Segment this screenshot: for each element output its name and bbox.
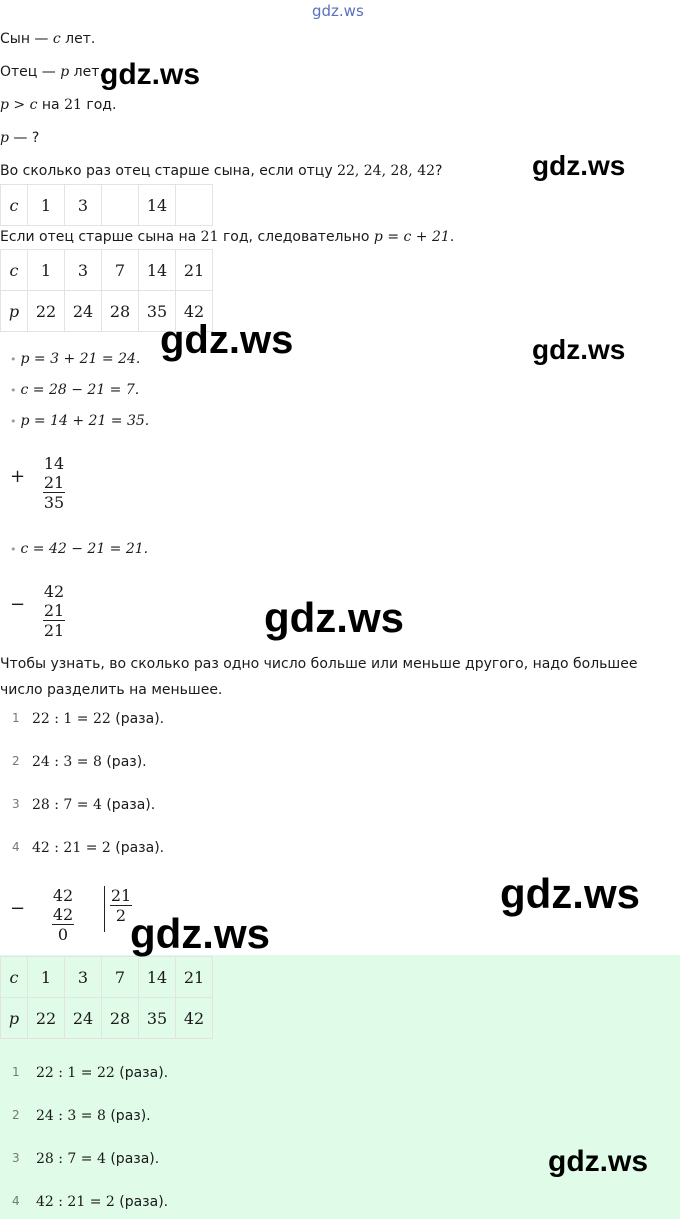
calc-bullet-4 [10, 538, 148, 560]
note-text-mid: год, следовательно [218, 229, 374, 245]
table-header-cell: c [1, 185, 28, 226]
table-cell: 35 [139, 998, 176, 1039]
note-line [0, 226, 454, 248]
table-cell: 22 [28, 998, 65, 1039]
table-cell: 42 [176, 998, 213, 1039]
addend: 14 [43, 454, 65, 473]
difference: 21 [43, 621, 65, 640]
table-cell: 1 [28, 185, 65, 226]
rule-line-1: Чтобы узнать, во сколько раз одно число больше или меньше другого, надо большее [0, 656, 638, 672]
division-unit: (раз). [101, 754, 147, 770]
list-number: 1 [12, 711, 20, 725]
list-item [32, 708, 164, 730]
division-unit: (раза). [110, 711, 165, 727]
watermark: gdz.ws [100, 58, 201, 91]
calc-expr: c = 28 − 21 = 7. [20, 382, 140, 398]
table-cell: 21 [176, 250, 213, 291]
table-cell: 3 [65, 250, 102, 291]
question-values: 22, 24, 28, 42 [337, 163, 436, 179]
calc-expr: p = 14 + 21 = 35. [20, 413, 150, 429]
table-cell: 35 [139, 291, 176, 332]
father-text: Отец — [0, 64, 61, 80]
bullet-icon: • [10, 353, 17, 366]
son-text: Сын — [0, 31, 53, 47]
list-item [32, 837, 164, 859]
father-text-end: лет. [69, 64, 104, 80]
bullet-icon: • [10, 384, 17, 397]
list-item [32, 751, 147, 773]
table-header-cell: c [1, 957, 28, 998]
subtrahend: 21 [43, 601, 65, 620]
long-division-right [110, 886, 132, 925]
table-cell: 3 [65, 957, 102, 998]
long-division-left [52, 886, 74, 944]
father-var: p [60, 64, 70, 80]
note-num: 21 [200, 229, 219, 245]
sum: 35 [43, 493, 65, 512]
watermark: gdz.ws [160, 318, 294, 362]
table-cell: 14 [139, 957, 176, 998]
column-subtraction [43, 582, 65, 640]
subtrahend: 42 [52, 905, 74, 924]
sub-sign: − [10, 594, 26, 615]
list-item [36, 1062, 168, 1084]
table-cell [176, 185, 213, 226]
table-cell: 14 [139, 185, 176, 226]
table-cell: 21 [176, 957, 213, 998]
find-var: p [0, 130, 9, 146]
table-cell: 1 [28, 250, 65, 291]
table-cell: 24 [65, 998, 102, 1039]
list-item [36, 1105, 151, 1127]
quotient: 2 [115, 906, 127, 925]
division-expr: 24 : 3 = 8 [36, 1108, 106, 1124]
division-expr: 24 : 3 = 8 [32, 754, 102, 770]
list-number: 3 [12, 797, 20, 811]
long-div-sign: − [10, 898, 26, 919]
watermark: gdz.ws [532, 150, 626, 181]
watermark: gdz.ws [500, 870, 641, 917]
division-expr: 22 : 1 = 22 [32, 711, 111, 727]
divisor: 21 [110, 886, 132, 905]
note-formula: p = c + 21 [373, 229, 450, 245]
table-row [1, 998, 213, 1039]
division-unit: (раз). [105, 1108, 151, 1124]
list-number: 3 [12, 1151, 20, 1165]
watermark: gdz.ws [130, 910, 271, 957]
table-cell: 42 [176, 291, 213, 332]
watermark: gdz.ws [548, 1145, 649, 1178]
division-expr: 28 : 7 = 4 [36, 1151, 106, 1167]
given-son [0, 28, 95, 50]
question [0, 160, 442, 182]
table-cell: 3 [65, 185, 102, 226]
division-unit: (раза). [114, 1065, 169, 1081]
calc-bullet-2 [10, 379, 139, 401]
calc-expr: c = 42 − 21 = 21. [20, 541, 149, 557]
condition-text: на [37, 97, 65, 113]
table-cell: 1 [28, 957, 65, 998]
table-cell: 28 [102, 998, 139, 1039]
top-watermark: gdz.ws [312, 2, 364, 20]
list-number: 2 [12, 754, 20, 768]
condition-text-end: год. [81, 97, 117, 113]
question-text: Во сколько раз отец старше сына, если отцу [0, 163, 338, 179]
table-cell: 7 [102, 957, 139, 998]
table-cell: 14 [139, 250, 176, 291]
division-expr: 42 : 21 = 2 [36, 1194, 115, 1210]
son-var: c [52, 31, 61, 47]
dividend: 42 [52, 886, 74, 905]
bullet-icon: • [10, 543, 17, 556]
table-header-cell: c [1, 250, 28, 291]
table-cell: 24 [65, 291, 102, 332]
division-expr: 28 : 7 = 4 [32, 797, 102, 813]
division-unit: (раза). [105, 1151, 160, 1167]
watermark: gdz.ws [264, 594, 405, 641]
note-text: Если отец старше сына на [0, 229, 201, 245]
given-find [0, 127, 39, 149]
list-number: 2 [12, 1108, 20, 1122]
table-cell: 7 [102, 250, 139, 291]
list-number: 4 [12, 840, 20, 854]
table-row [1, 957, 213, 998]
son-text-end: лет. [60, 31, 96, 47]
given-condition [0, 94, 116, 116]
minuend: 42 [43, 582, 65, 601]
list-number: 4 [12, 1194, 20, 1208]
list-item [32, 794, 155, 816]
note-end: . [449, 229, 455, 245]
division-expr: 22 : 1 = 22 [36, 1065, 115, 1081]
rule-line-2: число разделить на меньшее. [0, 682, 223, 698]
division-expr: 42 : 21 = 2 [32, 840, 111, 856]
answer-table [0, 956, 213, 1039]
condition-num: 21 [64, 97, 82, 113]
calc-bullet-3 [10, 410, 149, 432]
table-row [1, 250, 213, 291]
condition-expr: p > c [0, 97, 38, 113]
bullet-icon: • [10, 415, 17, 428]
list-item [36, 1148, 159, 1170]
table-cell: 22 [28, 291, 65, 332]
table-header-cell: p [1, 998, 28, 1039]
column-addition [43, 454, 65, 512]
table-row [1, 185, 213, 226]
table-cell [102, 185, 139, 226]
find-text: — ? [8, 130, 40, 146]
table-header-cell: p [1, 291, 28, 332]
table-cell: 28 [102, 291, 139, 332]
division-unit: (раза). [101, 797, 156, 813]
division-unit: (раза). [114, 1194, 169, 1210]
list-item [36, 1191, 168, 1213]
division-bar [104, 886, 105, 932]
watermark: gdz.ws [532, 334, 626, 365]
division-unit: (раза). [110, 840, 165, 856]
calc-bullet-1 [10, 348, 140, 370]
addend: 21 [43, 473, 65, 492]
list-number: 1 [12, 1065, 20, 1079]
add-sign: + [10, 466, 26, 487]
table-partial [0, 184, 213, 226]
question-end: ? [435, 163, 443, 179]
calc-expr: p = 3 + 21 = 24. [20, 351, 141, 367]
remainder: 0 [57, 925, 69, 944]
given-father [0, 61, 104, 83]
